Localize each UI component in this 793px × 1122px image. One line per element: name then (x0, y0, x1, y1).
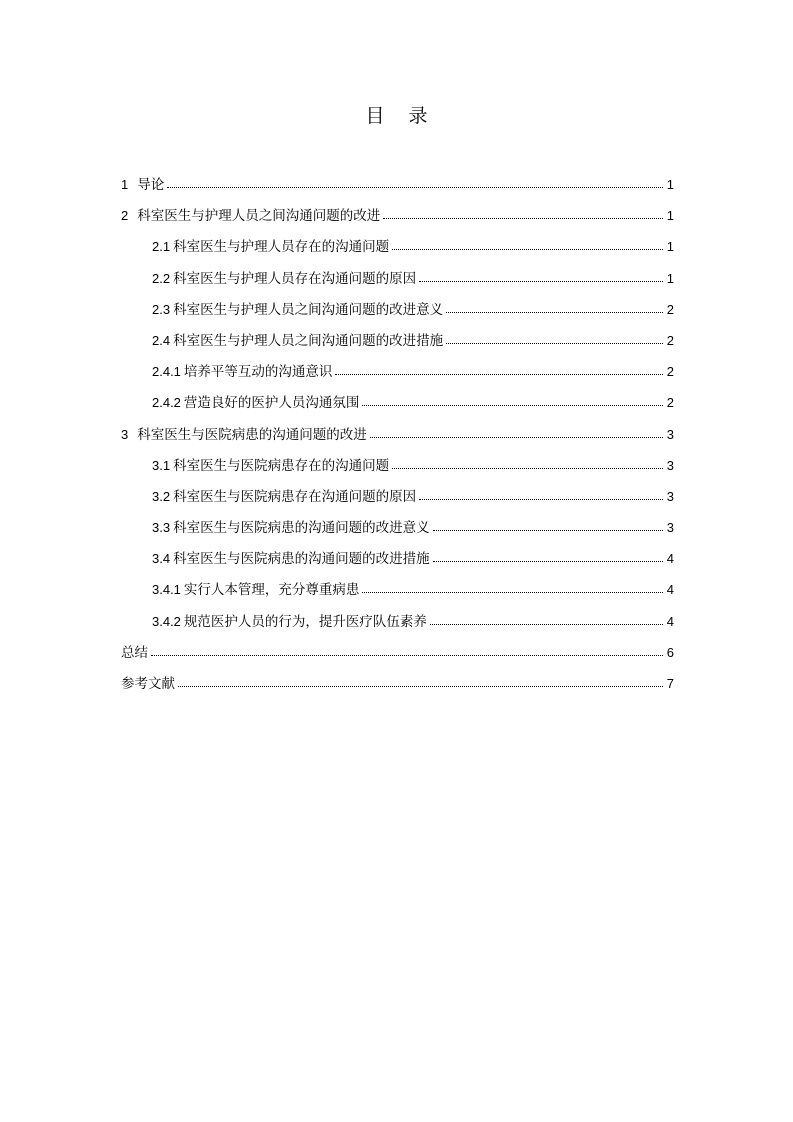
toc-leader-dots (433, 549, 663, 563)
toc-page-number: 1 (666, 177, 674, 192)
toc-number: 2.3 (152, 301, 171, 317)
toc-number: 2.4.1 (152, 364, 181, 380)
toc-leader-dots (430, 612, 663, 626)
toc-entry-2-3[interactable] (121, 297, 674, 328)
toc-leader-dots (151, 643, 663, 657)
toc-text: 参考文献 (121, 676, 175, 692)
toc-entry-3-1[interactable] (121, 453, 674, 484)
toc-page-number: 3 (666, 488, 674, 504)
toc-leader-dots (446, 300, 663, 314)
toc-page-number: 3 (666, 457, 674, 473)
toc-number: 3.1 (152, 457, 171, 473)
toc-leader-dots (446, 331, 663, 345)
toc-number: 3.4.1 (152, 582, 181, 598)
toc-entry-3-3[interactable] (121, 515, 674, 546)
toc-page-number: 1 (666, 239, 674, 255)
toc-number: 3.3 (152, 520, 171, 536)
toc-text: 科室医生与医院病患的沟通问题的改进措施 (173, 551, 430, 568)
toc-text: 导论 (137, 177, 165, 193)
toc-number: 2.4 (152, 332, 171, 348)
toc-number: 2.2 (152, 270, 171, 286)
toc-number: 3.2 (152, 488, 171, 504)
toc-text: 总结 (121, 644, 148, 661)
toc-page-number: 6 (666, 644, 674, 660)
toc-text: 科室医生与护理人员之间沟通问题的改进 (137, 208, 381, 225)
toc-page-number: 2 (666, 332, 674, 348)
toc-text: 科室医生与护理人员之间沟通问题的改进措施 (173, 332, 444, 349)
toc-text: 实行人本管理，充分尊重病患 (183, 582, 360, 599)
toc-entry-3-4-2[interactable] (121, 609, 674, 640)
toc-leader-dots (433, 518, 663, 532)
toc-entry-3-2[interactable] (121, 484, 674, 515)
toc-entry-2-2[interactable] (121, 266, 674, 297)
toc-text: 培养平等互动的沟通意识 (183, 364, 333, 381)
toc-page-number: 3 (666, 426, 674, 442)
toc-text: 营造良好的医护人员沟通氛围 (183, 395, 360, 412)
toc-leader-dots (419, 269, 663, 283)
toc-leader-dots (392, 237, 663, 251)
toc-leader-dots (392, 456, 663, 470)
toc-number: 2 (121, 208, 129, 224)
toc-number: 3.4.2 (152, 613, 181, 629)
page-title: 目 录 (365, 105, 437, 127)
toc-page-number: 3 (666, 520, 674, 536)
toc-text: 科室医生与医院病患的沟通问题的改进意义 (173, 520, 430, 537)
toc-text: 科室医生与医院病患的沟通问题的改进 (137, 426, 367, 443)
toc-page-number: 4 (666, 551, 674, 567)
toc-text: 科室医生与医院病患存在的沟通问题 (173, 457, 390, 474)
toc-entry-3-4[interactable] (121, 546, 674, 577)
toc-entry-summary[interactable] (121, 640, 674, 671)
toc-page-number: 2 (666, 301, 674, 317)
toc-page-number: 1 (666, 270, 674, 286)
toc-leader-dots (362, 393, 663, 407)
toc-number: 2.4.2 (152, 395, 181, 411)
toc-leader-dots (362, 580, 663, 594)
toc-number: 2.1 (152, 239, 171, 255)
toc-text: 科室医生与护理人员之间沟通问题的改进意义 (173, 301, 444, 318)
toc-page-number: 2 (666, 395, 674, 411)
toc-entry-3[interactable] (121, 422, 674, 453)
toc-page-number: 1 (666, 208, 674, 224)
toc-entry-2-4[interactable] (121, 328, 674, 359)
toc-text: 规范医护人员的行为，提升医疗队伍素养 (183, 613, 427, 630)
toc-page-number: 4 (666, 582, 674, 598)
toc-page-number: 4 (666, 613, 674, 629)
toc-number: 1 (121, 177, 129, 192)
toc-leader-dots (383, 206, 663, 220)
toc-text: 科室医生与护理人员存在沟通问题的原因 (173, 270, 417, 287)
toc-entry-references[interactable] (121, 671, 674, 702)
table-of-contents (121, 172, 674, 702)
toc-entry-2-4-1[interactable] (121, 359, 674, 390)
toc-entry-2-4-2[interactable] (121, 390, 674, 421)
toc-text: 科室医生与护理人员存在的沟通问题 (173, 239, 390, 256)
toc-page-number: 2 (666, 364, 674, 380)
toc-text: 科室医生与医院病患存在沟通问题的原因 (173, 488, 417, 505)
toc-leader-dots (178, 674, 663, 688)
toc-number: 3.4 (152, 551, 171, 567)
toc-leader-dots (167, 175, 663, 189)
toc-leader-dots (370, 425, 663, 439)
toc-entry-2[interactable] (121, 203, 674, 234)
toc-entry-1[interactable] (121, 172, 674, 203)
toc-number: 3 (121, 426, 129, 442)
toc-leader-dots (419, 487, 663, 501)
toc-entry-2-1[interactable] (121, 234, 674, 265)
toc-page-number: 7 (666, 676, 674, 691)
toc-leader-dots (335, 362, 663, 376)
toc-entry-3-4-1[interactable] (121, 577, 674, 608)
